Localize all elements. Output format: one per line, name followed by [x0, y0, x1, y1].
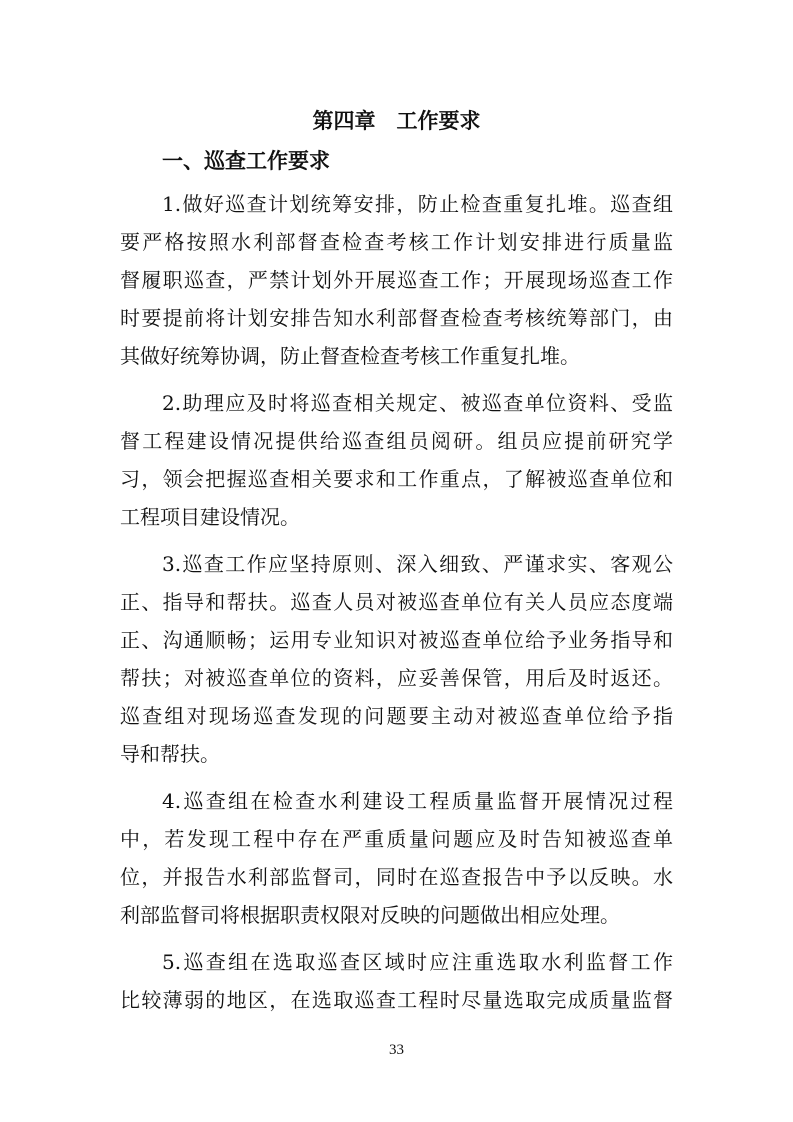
paragraph-line: 帮扶；对被巡查单位的资料，应妥善保管，用后及时返还。 [120, 666, 673, 690]
chapter-title: 第四章 工作要求 [312, 109, 481, 133]
paragraph-line: 正、指导和帮扶。巡查人员对被巡查单位有关人员应态度端 [120, 590, 673, 614]
paragraph-line: 督工程建设情况提供给巡查组员阅研。组员应提前研究学 [120, 429, 673, 453]
paragraph-line: 中，若发现工程中存在严重质量问题应及时告知被巡查单 [120, 827, 673, 851]
section-heading: 一、巡查工作要求 [162, 149, 330, 173]
paragraph-line: 导和帮扶。 [120, 742, 220, 766]
paragraph-line: 巡查组对现场巡查发现的问题要主动对被巡查单位给予指 [120, 704, 673, 728]
paragraph-line: 其做好统筹协调，防止督查检查考核工作重复扎堆。 [120, 344, 580, 368]
paragraph-line: 5.巡查组在选取巡查区域时应注重选取水利监督工作 [162, 950, 673, 974]
paragraph-line: 3.巡查工作应坚持原则、深入细致、严谨求实、客观公 [162, 552, 673, 576]
paragraph-line: 要严格按照水利部督查检查考核工作计划安排进行质量监 [120, 230, 673, 254]
paragraph-line: 督履职巡查，严禁计划外开展巡查工作；开展现场巡查工作 [120, 268, 673, 292]
paragraph-line: 1.做好巡查计划统筹安排，防止检查重复扎堆。巡查组 [162, 192, 673, 216]
paragraph-line: 位，并报告水利部监督司，同时在巡查报告中予以反映。水 [120, 865, 673, 889]
paragraph-line: 时要提前将计划安排告知水利部督查检查考核统筹部门，由 [120, 306, 673, 330]
paragraph-line: 2.助理应及时将巡查相关规定、被巡查单位资料、受监 [162, 391, 673, 415]
paragraph-line: 习，领会把握巡查相关要求和工作重点，了解被巡查单位和 [120, 467, 673, 491]
page-number: 33 [389, 1042, 404, 1058]
paragraph-line: 利部监督司将根据职责权限对反映的问题做出相应处理。 [120, 903, 620, 927]
paragraph-line: 4.巡查组在检查水利建设工程质量监督开展情况过程 [162, 789, 673, 813]
paragraph-line: 工程项目建设情况。 [120, 505, 300, 529]
paragraph-line: 正、沟通顺畅；运用专业知识对被巡查单位给予业务指导和 [120, 628, 673, 652]
paragraph-line: 比较薄弱的地区，在选取巡查工程时尽量选取完成质量监督 [120, 988, 673, 1012]
